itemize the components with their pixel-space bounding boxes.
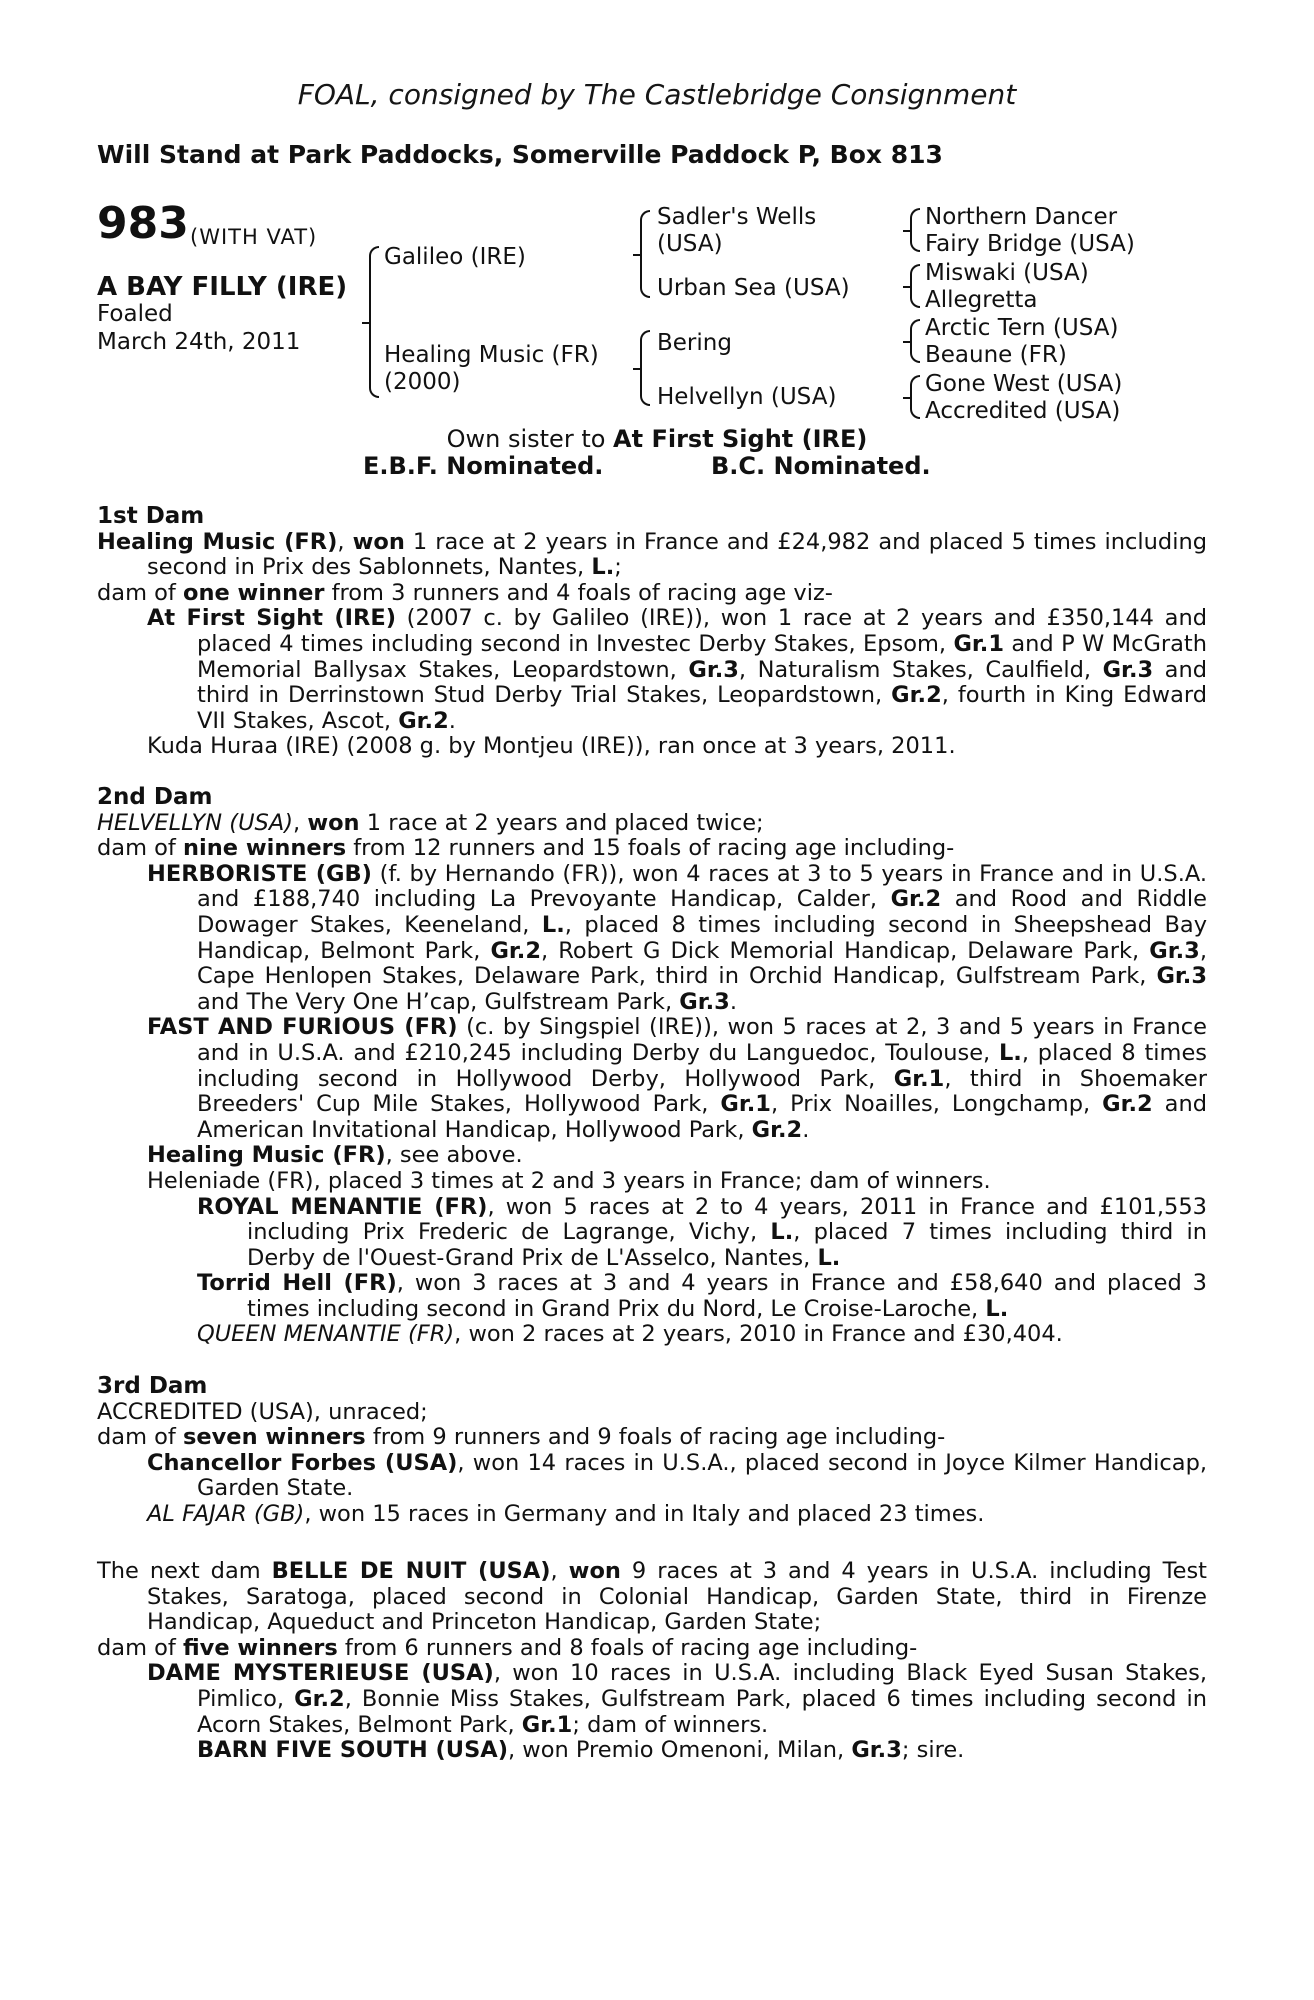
pedigree-gg-1: Northern Dancer — [925, 204, 1118, 230]
produce-entry: DAME MYSTERIEUSE (USA), won 10 races in U.S.A. including Black Eyed Susan Stakes, Pimlico, Gr.2, Bonnie Miss Stakes, Gulfstream Park, placed 6 times including second in Acorn Stakes, Belmont Park, Gr.1; dam of winners. — [147, 1660, 1207, 1738]
own-sister-note: Own sister to At First Sight (IRE) — [446, 425, 868, 453]
pedigree-sire-sire — [657, 204, 816, 258]
brace-parents — [369, 246, 379, 398]
vat-note: (WITH VAT) — [190, 225, 318, 249]
own-sister-name: At First Sight (IRE) — [613, 425, 868, 453]
pedigree-gg-7: Gone West (USA) — [925, 371, 1123, 397]
second-dam-section — [97, 785, 1207, 1348]
pedigree-dam-year: (2000) — [384, 369, 461, 395]
produce-summary: dam of one winner from 3 runners and 4 foals of racing age viz- — [97, 579, 833, 606]
section-heading: 1st Dam — [97, 503, 205, 529]
brace-sire-parents — [640, 210, 650, 298]
bc-nomination: B.C. Nominated. — [711, 452, 931, 480]
produce-entry: Kuda Huraa (IRE) (2008 g. by Montjeu (IRE)), ran once at 3 years, 2011. — [147, 733, 956, 760]
pedigree-sire-sire-name: Sadler's Wells — [657, 204, 817, 230]
dam-record: Healing Music (FR), won 1 race at 2 years in France and £24,982 and placed 5 times including second in Prix des Sablonnets, Nantes, L.; — [97, 528, 1207, 581]
pedigree-dam — [384, 342, 599, 396]
brace-g4 — [910, 375, 920, 419]
dam-record: ACCREDITED (USA), unraced; — [97, 1398, 428, 1425]
stand-location: Will Stand at Park Paddocks, Somerville Paddock P, Box 813 — [97, 140, 943, 169]
horse-description: A BAY FILLY (IRE) — [97, 272, 348, 302]
grand-produce-entry: ROYAL MENANTIE (FR), won 5 races at 2 to 4 years, 2011 in France and £101,553 including Prix Frederic de Lagrange, Vichy, L., placed 7 times including third in Derby de l'Ouest-Grand Prix de L'Asselco, Nantes, L. — [197, 1193, 1207, 1271]
pedigree-sire-dam: Urban Sea (USA) — [657, 275, 850, 301]
pedigree-gg-8: Accredited (USA) — [925, 398, 1121, 424]
consignment-title: FOAL, consigned by The Castlebridge Consignment — [297, 78, 1017, 111]
foaled-info — [97, 300, 300, 356]
brace-g2 — [910, 264, 920, 308]
pedigree-dam-name: Healing Music (FR) — [384, 342, 599, 368]
produce-entry: Healing Music (FR), see above. — [147, 1142, 523, 1169]
brace-g3 — [910, 319, 920, 363]
first-dam-section — [97, 504, 1207, 760]
ebf-nomination: E.B.F. Nominated. — [363, 452, 604, 480]
section-heading: 2nd Dam — [97, 784, 213, 810]
produce-entry: Chancellor Forbes (USA), won 14 races in U.S.A., placed second in Joyce Kilmer Handicap, Garden State. — [147, 1449, 1207, 1502]
pedigree-gg-5: Arctic Tern (USA) — [925, 315, 1119, 341]
foaled-date: March 24th, 2011 — [97, 329, 301, 355]
dam-record: HELVELLYN (USA), won 1 race at 2 years and placed twice; — [97, 809, 764, 836]
pedigree-gg-4: Allegretta — [925, 287, 1038, 313]
produce-entry: HERBORISTE (GB) (f. by Hernando (FR)), won 4 races at 3 to 5 years in France and in U.S.A. and £188,740 including La Prevoyante Handicap, Calder, Gr.2 and Rood and Riddle Dowager Stakes, Keeneland, L., placed 8 times including second in Sheepshead Bay Handicap, Belmont Park, Gr.2, Robert G Dick Memorial Handicap, Delaware Park, Gr.3, Cape Henlopen Stakes, Delaware Park, third in Orchid Handicap, Gulfstream Park, Gr.3 and The Very One H’cap, Gulfstream Park, Gr.3. — [147, 860, 1208, 1015]
pedigree-dam-dam: Helvellyn (USA) — [657, 384, 837, 410]
lot-number: 983 — [97, 198, 189, 249]
grand-produce-entry: QUEEN MENANTIE (FR), won 2 races at 2 years, 2010 in France and £30,404. — [197, 1321, 1063, 1348]
produce-summary: dam of seven winners from 9 runners and 9 foals of racing age including- — [97, 1424, 946, 1451]
produce-summary: dam of five winners from 6 runners and 8 foals of racing age including- — [97, 1634, 918, 1661]
pedigree-dam-sire: Bering — [657, 330, 732, 356]
dam-record: The next dam BELLE DE NUIT (USA), won 9 races at 3 and 4 years in U.S.A. including Test Stakes, Saratoga, placed second in Colonial Handicap, Garden State, third in Firenze Handicap, Aqueduct and Princeton Handicap, Garden State; — [97, 1558, 1207, 1636]
produce-entry: FAST AND FURIOUS (FR) (c. by Singspiel (IRE)), won 5 races at 2, 3 and 5 years in France and in U.S.A. and £210,245 including Derby du Languedoc, Toulouse, L., placed 8 times including second in Hollywood Derby, Hollywood Park, Gr.1, third in Shoemaker Breeders' Cup Mile Stakes, Hollywood Park, Gr.1, Prix Noailles, Longchamp, Gr.2 and American Invitational Handicap, Hollywood Park, Gr.2. — [147, 1014, 1208, 1143]
section-heading: 3rd Dam — [97, 1373, 208, 1399]
produce-entry: At First Sight (IRE) (2007 c. by Galileo (IRE)), won 1 race at 2 years and £350,144 and placed 4 times including second in Investec Derby Stakes, Epsom, Gr.1 and P W McGrath Memorial Ballysax Stakes, Leopardstown, Gr.3, Naturalism Stakes, Caulfield, Gr.3 and third in Derrinstown Stud Derby Trial Stakes, Leopardstown, Gr.2, fourth in King Edward VII Stakes, Ascot, Gr.2. — [147, 605, 1208, 734]
pedigree-sire-sire-country: (USA) — [657, 231, 723, 257]
grand-produce-entry: BARN FIVE SOUTH (USA), won Premio Omenoni, Milan, Gr.3; sire. — [197, 1737, 965, 1764]
produce-entry: AL FAJAR (GB), won 15 races in Germany and in Italy and placed 23 times. — [147, 1500, 985, 1527]
pedigree-gg-2: Fairy Bridge (USA) — [925, 231, 1135, 257]
pedigree-gg-3: Miswaki (USA) — [925, 260, 1089, 286]
grand-produce-entry: Torrid Hell (FR), won 3 races at 3 and 4 years in France and £58,640 and placed 3 times including second in Grand Prix du Nord, Le Croise-Laroche, L. — [197, 1270, 1207, 1322]
foaled-label: Foaled — [97, 301, 173, 327]
produce-summary: dam of nine winners from 12 runners and 15 foals of racing age including- — [97, 835, 955, 862]
next-dam-section — [97, 1559, 1207, 1764]
pedigree-gg-6: Beaune (FR) — [925, 342, 1067, 368]
produce-entry: Heleniade (FR), placed 3 times at 2 and 3 years in France; dam of winners. — [147, 1167, 991, 1194]
third-dam-section — [97, 1374, 1207, 1528]
brace-dam-parents — [640, 330, 650, 406]
brace-g1 — [910, 208, 920, 252]
pedigree-sire: Galileo (IRE) — [384, 244, 526, 270]
